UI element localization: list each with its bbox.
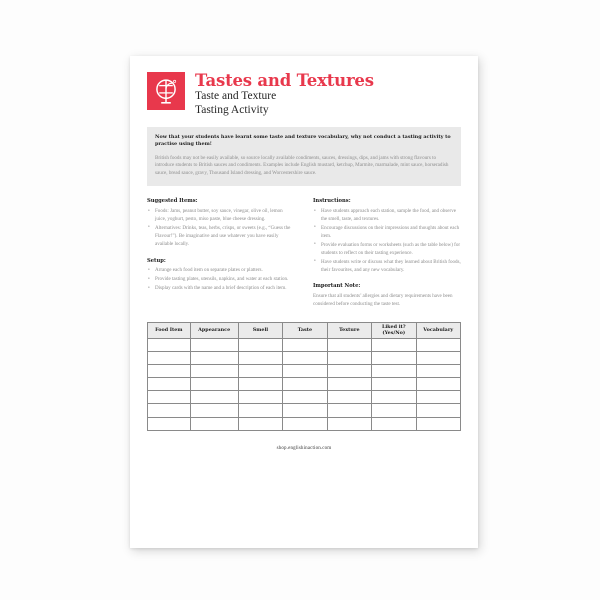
table-cell[interactable] — [327, 417, 371, 430]
table-cell[interactable] — [238, 338, 282, 351]
list-item: • Arrange each food item on separate plates or platters. — [147, 267, 295, 275]
column-header-vocabulary: Vocabulary — [416, 322, 461, 338]
list-item: • Provide tasting plates, utensils, napkins, and water at each station. — [147, 276, 295, 284]
table-cell[interactable] — [372, 351, 416, 364]
table-cell[interactable] — [190, 378, 238, 391]
table-row — [148, 378, 461, 391]
table-cell[interactable] — [238, 391, 282, 404]
worksheet-header — [147, 72, 461, 117]
column-header-smell: Smell — [238, 322, 282, 338]
table-cell[interactable] — [190, 364, 238, 377]
table-cell[interactable] — [327, 364, 371, 377]
table-cell[interactable] — [416, 364, 461, 377]
intro-callout-box — [147, 127, 461, 186]
tasting-evaluation-table — [147, 322, 461, 431]
table-cell[interactable] — [372, 364, 416, 377]
table-cell[interactable] — [283, 351, 327, 364]
intro-lead-text: Now that your students have learnt some taste and texture vocabulary, why not conduct a tasting activity to practise using them! — [155, 134, 451, 148]
table-row — [148, 391, 461, 404]
table-cell[interactable] — [148, 378, 191, 391]
list-item: • Encourage discussions on their impressions and thoughts about each item. — [313, 225, 461, 241]
table-header-row — [148, 322, 461, 338]
table-cell[interactable] — [416, 391, 461, 404]
table-row — [148, 364, 461, 377]
important-note-body: Ensure that all students’ allergies and dietary requirements have been considered before conducting the taste test. — [313, 292, 453, 307]
table-cell[interactable] — [327, 378, 371, 391]
worksheet-page-shadow-wrapper — [130, 56, 478, 548]
right-column — [313, 198, 461, 309]
table-cell[interactable] — [372, 338, 416, 351]
page-subtitle-line-2: Tasting Activity — [195, 104, 269, 117]
table-cell[interactable] — [190, 404, 238, 417]
table-cell[interactable] — [238, 417, 282, 430]
suggested-items-list — [147, 208, 295, 249]
column-header-taste: Taste — [283, 322, 327, 338]
list-item: • Provide evaluation forms or worksheets (such as the table below) for students to reflect on their tasting experience. — [313, 242, 461, 258]
table-cell[interactable] — [372, 417, 416, 430]
content-columns — [147, 198, 461, 309]
table-cell[interactable] — [238, 404, 282, 417]
worksheet-page — [130, 56, 478, 548]
table-cell[interactable] — [416, 378, 461, 391]
footer-url: shop.englishinaction.com — [276, 445, 332, 451]
column-header-food-item: Food Item — [148, 322, 191, 338]
table-cell[interactable] — [283, 404, 327, 417]
table-cell[interactable] — [190, 351, 238, 364]
table-cell[interactable] — [283, 364, 327, 377]
table-row — [148, 338, 461, 351]
table-cell[interactable] — [327, 338, 371, 351]
column-header-appearance: Appearance — [190, 322, 238, 338]
column-header-liked-it — [372, 322, 416, 338]
table-cell[interactable] — [190, 338, 238, 351]
setup-heading: Setup: — [147, 257, 166, 264]
table-cell[interactable] — [372, 391, 416, 404]
liked-it-line-1: Liked it? — [381, 323, 406, 330]
list-item: • Foods: Jams, peanut butter, soy sauce, vinegar, olive oil, lemon juice, yoghurt, pesto, miso paste, blue cheese dressing. — [147, 208, 295, 224]
table-cell[interactable] — [327, 351, 371, 364]
table-cell[interactable] — [238, 378, 282, 391]
title-block — [195, 72, 374, 117]
table-cell[interactable] — [190, 417, 238, 430]
table-cell[interactable] — [372, 378, 416, 391]
table-cell[interactable] — [190, 391, 238, 404]
table-cell[interactable] — [283, 391, 327, 404]
instructions-list — [313, 208, 461, 275]
page-subtitle-line-1: Taste and Texture — [195, 90, 277, 103]
important-note-heading: Important Note: — [313, 283, 361, 290]
table-cell[interactable] — [148, 351, 191, 364]
table-cell[interactable] — [327, 391, 371, 404]
table-cell[interactable] — [416, 338, 461, 351]
list-item: • Have students write or discuss what they learned about British foods, their favourites, and any new vocabulary. — [313, 259, 461, 275]
table-cell[interactable] — [283, 417, 327, 430]
table-cell[interactable] — [283, 338, 327, 351]
table-row — [148, 404, 461, 417]
table-cell[interactable] — [148, 404, 191, 417]
table-cell[interactable] — [416, 351, 461, 364]
table-cell[interactable] — [238, 364, 282, 377]
table-cell[interactable] — [148, 364, 191, 377]
page-title: Tastes and Textures — [195, 71, 374, 90]
table-cell[interactable] — [238, 351, 282, 364]
brand-logo-box — [147, 72, 185, 110]
table-cell[interactable] — [372, 404, 416, 417]
table-body — [148, 338, 461, 430]
table-cell[interactable] — [148, 338, 191, 351]
table-cell[interactable] — [416, 417, 461, 430]
table-row — [148, 351, 461, 364]
list-item: • Display cards with the name and a brief description of each item. — [147, 285, 295, 293]
setup-list — [147, 267, 295, 293]
column-header-texture: Texture — [327, 322, 371, 338]
left-column — [147, 198, 295, 309]
table-cell[interactable] — [283, 378, 327, 391]
instructions-heading: Instructions: — [313, 198, 351, 205]
suggested-items-heading: Suggested Items: — [147, 198, 198, 205]
list-item: • Alternatives: Drinks, teas, herbs, crisps, or sweets (e.g., “Guess the Flavour!”). Be imaginative and use whatever you have easily available locally. — [147, 225, 295, 249]
table-cell[interactable] — [416, 404, 461, 417]
table-cell[interactable] — [148, 417, 191, 430]
table-cell[interactable] — [327, 404, 371, 417]
liked-it-line-2: (Yes/No) — [382, 330, 406, 337]
table-cell[interactable] — [148, 391, 191, 404]
list-item: • Have students approach each station, sample the food, and observe the smell, taste, and textures. — [313, 208, 461, 224]
intro-body-text: British foods may not be easily available, so source locally available condiments, sauces, dressings, dips, and jams with strong flavours to introduce students to British sauces and condiments. Examples include English mustard, ketchup, Marmite, marmalade, mint sauce, horseradish sauce, bread sauce, gravy, Thousand Island dressing, and Worcestershire sauce. — [155, 154, 449, 177]
table-row — [148, 417, 461, 430]
